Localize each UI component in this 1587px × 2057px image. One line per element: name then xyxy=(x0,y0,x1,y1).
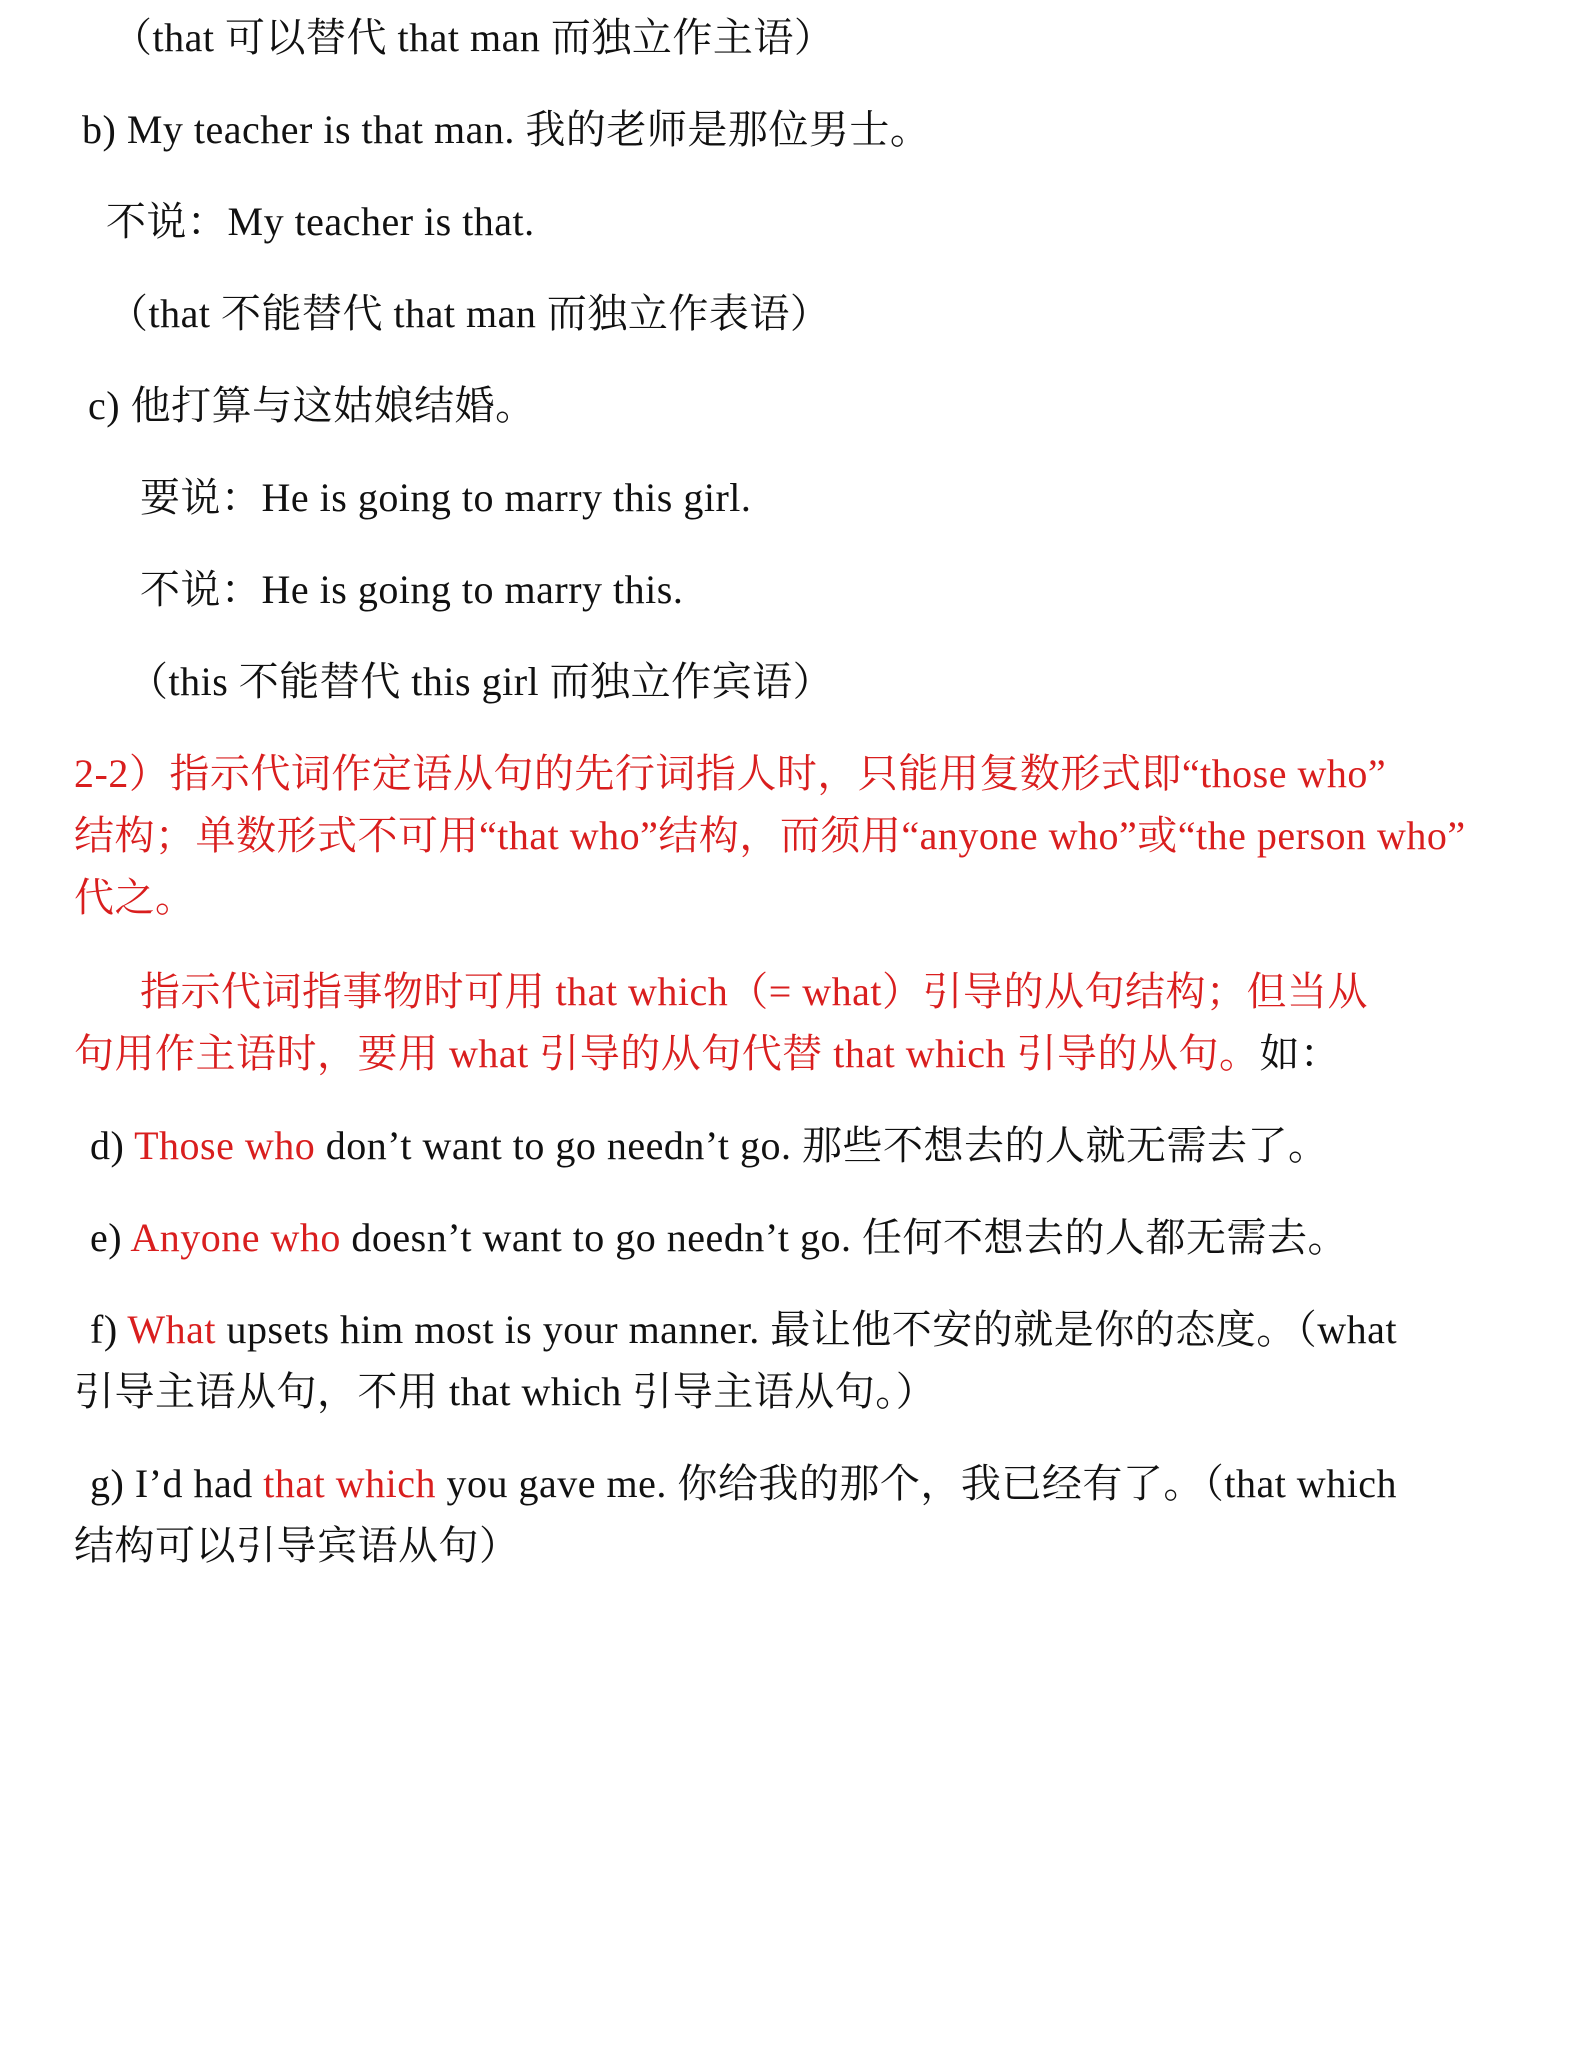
example-e-highlight: Anyone who xyxy=(130,1215,341,1260)
example-f-highlight: What xyxy=(127,1307,217,1352)
example-g xyxy=(90,1460,1397,1508)
example-f-rest: upsets him most is your manner. 最让他不安的就是你的态度。（what xyxy=(216,1307,1398,1352)
example-c-correct: 要说：He is going to marry this girl. xyxy=(140,475,752,520)
example-d-label: d) xyxy=(90,1123,135,1168)
example-g-note: 结构可以引导宾语从句） xyxy=(74,1523,520,1568)
rule-things-line2 xyxy=(74,1030,1341,1078)
example-g-label: g) I’d had xyxy=(90,1461,264,1506)
example-d-highlight: Those who xyxy=(134,1123,316,1168)
rule-2-2-line1: 2-2）指示代词作定语从句的先行词指人时，只能用复数形式即“those who” xyxy=(74,751,1387,796)
line-that-subject-note: （that 可以替代 that man 而独立作主语） xyxy=(112,15,835,60)
example-c-wrong: 不说：He is going to marry this. xyxy=(140,567,684,612)
example-c: c) 他打算与这姑娘结婚。 xyxy=(88,383,536,428)
example-e-rest: doesn’t want to go needn’t go. 任何不想去的人都无需去。 xyxy=(340,1215,1349,1260)
rule-things-line1: 指示代词指事物时可用 that which（= what）引导的从句结构；但当从 xyxy=(140,969,1369,1014)
line-that-predicative-note: （that 不能替代 that man 而独立作表语） xyxy=(108,291,831,336)
line-this-object-note: （this 不能替代 this girl 而独立作宾语） xyxy=(128,659,834,704)
example-f-note: 引导主语从句，不用 that which 引导主语从句。） xyxy=(74,1369,937,1414)
example-f xyxy=(90,1306,1397,1354)
example-d-rest: don’t want to go needn’t go. 那些不想去的人就无需去了。 xyxy=(315,1123,1329,1168)
example-e xyxy=(90,1214,1348,1262)
example-e-label: e) xyxy=(90,1215,131,1260)
example-b-wrong: 不说：My teacher is that. xyxy=(106,199,535,244)
example-f-label: f) xyxy=(90,1307,128,1352)
rule-things-line2-red: 句用作主语时，要用 what 引导的从句代替 that which 引导的从句。 xyxy=(74,1031,1260,1076)
example-g-highlight: that which xyxy=(263,1461,436,1506)
rule-2-2-line3: 代之。 xyxy=(74,875,196,920)
rule-things-line2-tail: 如： xyxy=(1259,1031,1341,1076)
rule-2-2-line2: 结构；单数形式不可用“that who”结构，而须用“anyone who”或“the person who” xyxy=(74,813,1466,858)
example-d xyxy=(90,1122,1329,1170)
example-b: b) My teacher is that man. 我的老师是那位男士。 xyxy=(82,107,931,152)
example-g-rest: you gave me. 你给我的那个，我已经有了。（that which xyxy=(435,1461,1398,1506)
